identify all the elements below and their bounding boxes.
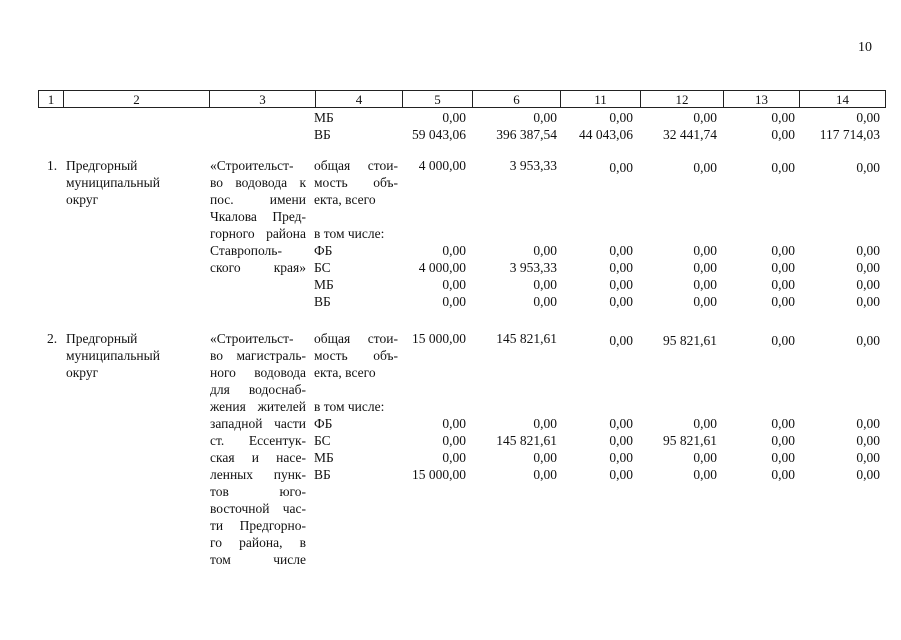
municipality-name: Предгорный	[66, 331, 138, 346]
value-cell: 0,00	[533, 450, 557, 465]
indicator-label: мость объ-	[314, 348, 398, 363]
column-number: 4	[316, 91, 403, 108]
project-name: для водоснаб-	[210, 382, 306, 397]
value-cell: 0,00	[856, 433, 880, 448]
value-cell: 0,00	[856, 450, 880, 465]
project-name: ского края»	[210, 260, 306, 275]
total-value: 0,00	[771, 160, 795, 175]
including-label: в том числе:	[314, 226, 385, 241]
column-number: 3	[210, 91, 316, 108]
column-number: 1	[39, 91, 64, 108]
value-cell: 0,00	[771, 450, 795, 465]
total-value: 145 821,61	[496, 331, 557, 346]
value-cell: 0,00	[856, 416, 880, 431]
column-header-table	[38, 90, 886, 108]
project-name: «Строительст-	[210, 158, 294, 173]
value-cell: 0,00	[771, 260, 795, 275]
funding-source-label: ВБ	[314, 467, 331, 482]
project-name: восточной час-	[210, 501, 306, 516]
project-name: том числе	[210, 552, 306, 567]
value-cell: 3 953,33	[509, 260, 557, 275]
value-cell: 0,00	[533, 416, 557, 431]
funding-source-label: ФБ	[314, 243, 333, 258]
column-number: 13	[724, 91, 800, 108]
project-name: горного района	[210, 226, 306, 241]
value-cell: 0,00	[609, 110, 633, 125]
project-name: Ставрополь-	[210, 243, 282, 258]
project-name: тов юго-	[210, 484, 306, 499]
total-value: 0,00	[856, 160, 880, 175]
project-name: «Строительст-	[210, 331, 294, 346]
project-name: Чкалова Пред-	[210, 209, 306, 224]
value-cell: 0,00	[442, 416, 466, 431]
value-cell: 0,00	[442, 277, 466, 292]
value-cell: 0,00	[533, 243, 557, 258]
value-cell: 0,00	[856, 243, 880, 258]
value-cell: 59 043,06	[412, 127, 466, 142]
total-value: 0,00	[856, 333, 880, 348]
value-cell: 0,00	[856, 110, 880, 125]
column-number: 11	[561, 91, 641, 108]
project-name: во магистраль-	[210, 348, 306, 363]
value-cell: 0,00	[533, 467, 557, 482]
funding-source-label: ВБ	[314, 127, 331, 142]
value-cell: 15 000,00	[412, 467, 466, 482]
total-value: 3 953,33	[509, 158, 557, 173]
value-cell: 0,00	[771, 277, 795, 292]
funding-source-label: МБ	[314, 450, 334, 465]
project-name: жения жителей	[210, 399, 306, 414]
value-cell: 0,00	[533, 294, 557, 309]
column-header-row	[39, 91, 886, 108]
value-cell: 0,00	[693, 277, 717, 292]
column-number: 5	[403, 91, 473, 108]
value-cell: 0,00	[771, 294, 795, 309]
value-cell: 0,00	[609, 433, 633, 448]
total-value: 0,00	[609, 160, 633, 175]
municipality-name: Предгорный	[66, 158, 138, 173]
total-value: 0,00	[771, 333, 795, 348]
page-number: 10	[858, 40, 872, 55]
funding-source-label: ФБ	[314, 416, 333, 431]
value-cell: 4 000,00	[418, 260, 466, 275]
value-cell: 145 821,61	[496, 433, 557, 448]
value-cell: 0,00	[533, 277, 557, 292]
column-number: 14	[800, 91, 886, 108]
funding-source-label: БС	[314, 433, 331, 448]
municipality-name: муниципальный	[66, 175, 160, 190]
municipality-name: округ	[66, 192, 99, 207]
indicator-label: екта, всего	[314, 192, 376, 207]
value-cell: 0,00	[442, 243, 466, 258]
value-cell: 0,00	[693, 450, 717, 465]
total-value: 15 000,00	[412, 331, 466, 346]
value-cell: 44 043,06	[579, 127, 633, 142]
value-cell: 0,00	[609, 294, 633, 309]
value-cell: 0,00	[609, 277, 633, 292]
funding-source-label: МБ	[314, 277, 334, 292]
value-cell: 32 441,74	[663, 127, 717, 142]
value-cell: 0,00	[856, 467, 880, 482]
value-cell: 0,00	[693, 260, 717, 275]
value-cell: 95 821,61	[663, 433, 717, 448]
project-name: ская и насе-	[210, 450, 306, 465]
project-name: ти Предгорно-	[210, 518, 306, 533]
value-cell: 0,00	[442, 294, 466, 309]
column-number: 12	[641, 91, 724, 108]
value-cell: 0,00	[609, 450, 633, 465]
total-value: 95 821,61	[663, 333, 717, 348]
value-cell: 0,00	[771, 243, 795, 258]
project-name: западной части	[210, 416, 306, 431]
value-cell: 0,00	[771, 433, 795, 448]
entry-number: 2.	[47, 331, 58, 346]
column-number: 2	[64, 91, 210, 108]
indicator-label: общая стои-	[314, 158, 398, 173]
value-cell: 0,00	[856, 260, 880, 275]
value-cell: 0,00	[693, 243, 717, 258]
value-cell: 0,00	[533, 110, 557, 125]
value-cell: 0,00	[609, 243, 633, 258]
total-value: 4 000,00	[418, 158, 466, 173]
project-name: ст. Ессентук-	[210, 433, 306, 448]
funding-source-label: МБ	[314, 110, 334, 125]
value-cell: 0,00	[609, 467, 633, 482]
value-cell: 0,00	[771, 467, 795, 482]
funding-source-label: ВБ	[314, 294, 331, 309]
value-cell: 396 387,54	[496, 127, 557, 142]
total-value: 0,00	[693, 160, 717, 175]
indicator-label: общая стои-	[314, 331, 398, 346]
value-cell: 0,00	[609, 260, 633, 275]
value-cell: 0,00	[771, 110, 795, 125]
indicator-label: мость объ-	[314, 175, 398, 190]
project-name: ного водовода	[210, 365, 306, 380]
value-cell: 0,00	[442, 433, 466, 448]
project-name: пос. имени	[210, 192, 306, 207]
value-cell: 0,00	[442, 450, 466, 465]
value-cell: 0,00	[771, 416, 795, 431]
value-cell: 0,00	[693, 294, 717, 309]
project-name: го района, в	[210, 535, 306, 550]
project-name: во водовода к	[210, 175, 306, 190]
value-cell: 0,00	[693, 467, 717, 482]
municipality-name: округ	[66, 365, 99, 380]
value-cell: 0,00	[442, 110, 466, 125]
value-cell: 0,00	[856, 277, 880, 292]
municipality-name: муниципальный	[66, 348, 160, 363]
value-cell: 0,00	[771, 127, 795, 142]
value-cell: 117 714,03	[819, 127, 880, 142]
entry-number: 1.	[47, 158, 58, 173]
funding-source-label: БС	[314, 260, 331, 275]
column-number: 6	[473, 91, 561, 108]
including-label: в том числе:	[314, 399, 385, 414]
project-name: ленных пунк-	[210, 467, 306, 482]
value-cell: 0,00	[856, 294, 880, 309]
value-cell: 0,00	[693, 416, 717, 431]
indicator-label: екта, всего	[314, 365, 376, 380]
value-cell: 0,00	[609, 416, 633, 431]
value-cell: 0,00	[693, 110, 717, 125]
total-value: 0,00	[609, 333, 633, 348]
